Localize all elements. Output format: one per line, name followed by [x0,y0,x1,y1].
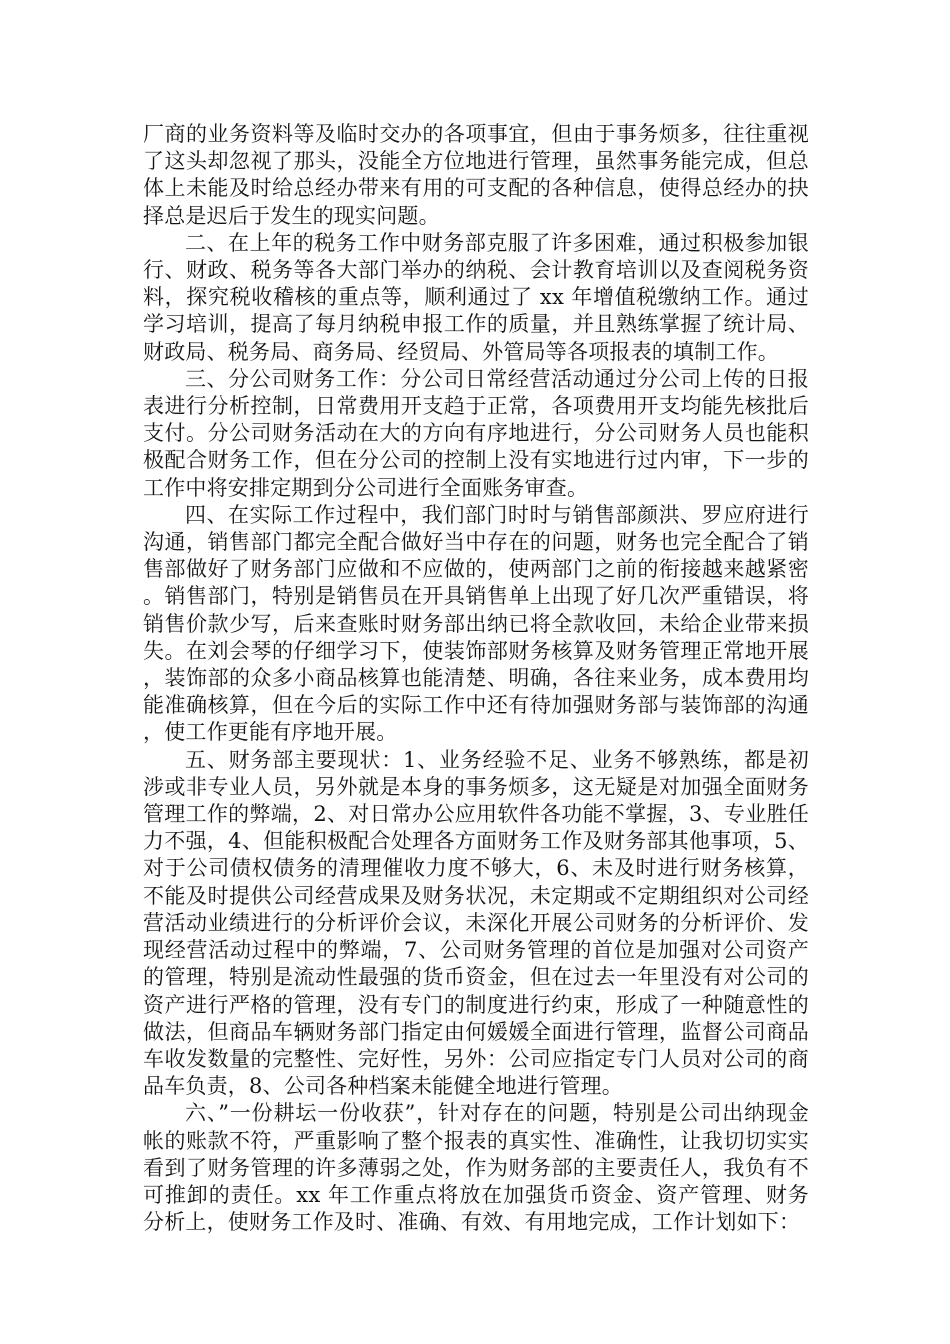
paragraph-current-status: 五、财务部主要现状：1、业务经验不足、业务不够熟练，都是初涉或非专业人员，另外就是本身的事务烦多，这无疑是对加强全面财务管理工作的弊端，2、对日常办公应用软件各功能不掌握，3、专业胜任力不强，4、但能积极配合处理各方面财务工作及财务部其他事项，5、对于公司债权债务的清理催收力度不够大，6、未及时进行财务核算，不能及时提供公司经营成果及财务状况，未定期或不定期组织对公司经营活动业绩进行的分析评价会议，未深化开展公司财务的分析评价、发现经营活动过程中的弊端，7、公司财务管理的首位是加强对公司资产的管理，特别是流动性最强的货币资金，但在过去一年里没有对公司的资产进行严格的管理，没有专门的制度进行约束，形成了一种随意性的做法，但商品车辆财务部门指定由何媛媛全面进行管理，监督公司商品车收发数量的完整性、完好性，另外：公司应指定专门人员对公司的商品车负责，8、公司各种档案未能健全地进行管理。 [143,747,809,1099]
paragraph-sales-coordination: 四、在实际工作过程中，我们部门时时与销售部颜洪、罗应府进行沟通，销售部门都完全配合做好当中存在的问题，财务也完全配合了销售部做好了财务部门应做和不应做的，使两部门之前的衔接越来越紧密。销售部门，特别是销售员在开具销售单上出现了好几次严重错误，将销售价款少写，后来查账时财务部出纳已将全款收回，未给企业带来损失。在刘会琴的仔细学习下，使装饰部财务核算及财务管理正常地开展，装饰部的众多小商品核算也能清楚、明确，各往来业务，成本费用均能准确核算，但在今后的实际工作中还有待加强财务部与装饰部的沟通，使工作更能有序地开展。 [143,502,809,745]
paragraph-work-plan: 六、”一份耕坛一份收获”，针对存在的问题，特别是公司出纳现金帐的账款不符，严重影响了整个报表的真实性、准确性，让我切切实实看到了财务管理的许多薄弱之处，作为财务部的主要责任人，我负有不可推卸的责任。xx 年工作重点将放在加强货币资金、资产管理、财务分析上，使财务工作及时、准确、有效、有用地完成，工作计划如下： [143,1101,809,1235]
document-body [143,121,809,1236]
paragraph-continuation: 厂商的业务资料等及临时交办的各项事宜，但由于事务烦多，往往重视了这头却忽视了那头，没能全方位地进行管理，虽然事务能完成，但总体上未能及时给总经办带来有用的可支配的各种信息，使得总经办的抉择总是迟后于发生的现实问题。 [143,122,809,228]
paragraph-branch-finance: 三、分公司财务工作：分公司日常经营活动通过分公司上传的日报表进行分析控制，日常费用开支趋于正常，各项费用开支均能先核批后支付。分公司财务活动在大的方向有序地进行，分公司财务人员也能积极配合财务工作，但在分公司的控制上没有实地进行过内审，下一步的工作中将安排定期到分公司进行全面账务审查。 [143,366,809,500]
paragraph-tax-work: 二、在上年的税务工作中财务部克服了许多困难，通过积极参加银行、财政、税务等各大部门举办的纳税、会计教育培训以及查阅税务资料，探究税收稽核的重点等，顺利通过了 xx 年增值税缴纳工作。通过学习培训，提高了每月纳税申报工作的质量，并且熟练掌握了统计局、财政局、税务局、商务局、经贸局、外管局等各项报表的填制工作。 [143,230,809,364]
